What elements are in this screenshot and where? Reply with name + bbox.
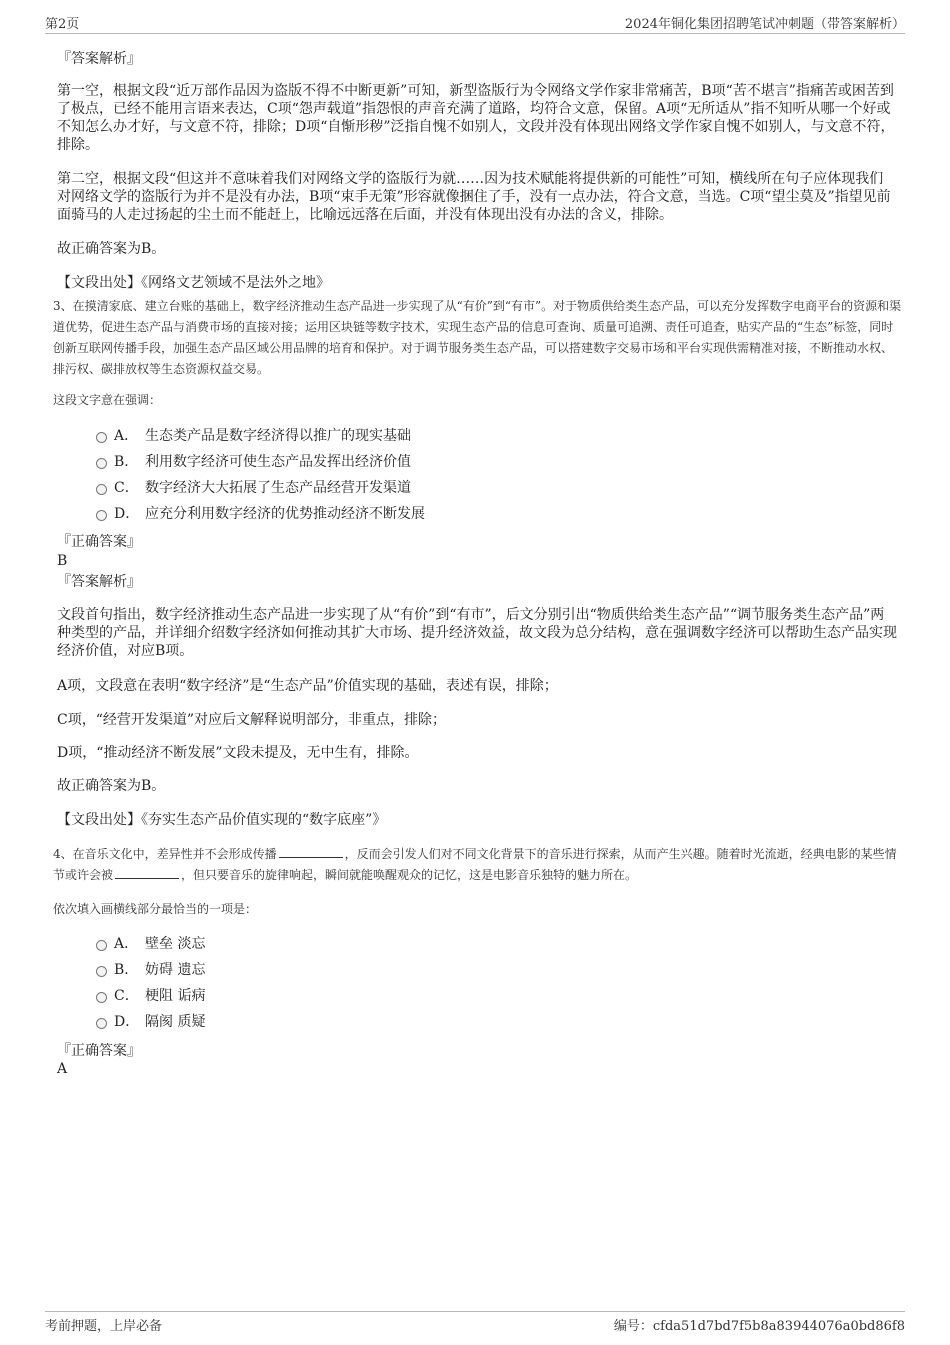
q3-correct-label: 『正确答案』 — [57, 534, 141, 550]
option-letter: A． — [114, 428, 139, 444]
option-text: 妨碍 遗忘 — [145, 962, 206, 978]
q3-analysis-label: 『答案解析』 — [57, 574, 141, 590]
code-value: cfda51d7bd7f5b8a83944076a0bd86f8 — [652, 1319, 905, 1334]
radio-icon[interactable] — [96, 458, 107, 469]
option-text: 隔阂 质疑 — [145, 1014, 206, 1030]
q3-analysis-para1: 文段首句指出，数字经济推动生态产品进一步实现了从“有价”到“有市”，后文分别引出“物质供给类生态产品”“调节服务类生态产品”两种类型的产品，并详细介绍数字经济如何推动其扩大市场、提升经济效益，故文段为总分结构，意在强调数字经济可以帮助生态产品实现经济价值，对应B项。 — [57, 607, 897, 659]
radio-icon[interactable] — [96, 992, 107, 1003]
radio-icon[interactable] — [96, 484, 107, 495]
q3-conclusion: 故正确答案为B。 — [57, 778, 166, 794]
option-text: 梗阻 诟病 — [145, 988, 206, 1004]
radio-icon[interactable] — [96, 432, 107, 443]
q4-correct-label: 『正确答案』 — [57, 1043, 141, 1059]
page-footer — [45, 1311, 905, 1334]
q2-source: 【文段出处】《网络文艺领域不是法外之地》 — [57, 275, 330, 291]
option-text: 利用数字经济可使生态产品发挥出经济价值 — [145, 454, 411, 470]
q3-stem: 3、在摸清家底、建立台账的基础上，数字经济推动生态产品进一步实现了从“有价”到“有市”。对于物质供给类生态产品，可以充分发挥数字电商平台的资源和渠道优势，促进生态产品与消费市场的直接对接；运用区块链等数字技术，实现生态产品的信息可查询、质量可追溯、责任可追查，贴实产品的“生态”标签，同时创新互联网传播手段，加强生态产品区域公用品牌的培育和保护。对于调节服务类生态产品，可以搭建数字交易市场和平台实现供需精准对接，不断推动水权、排污权、碳排放权等生态资源权益交易。 — [53, 299, 902, 376]
q3-prompt: 这段文字意在强调： — [53, 393, 162, 407]
option-text: 应充分利用数字经济的优势推动经济不断发展 — [145, 506, 425, 522]
q3-analysis-para4: D项，“推动经济不断发展”文段未提及，无中生有，排除。 — [57, 745, 419, 761]
footer-slogan: 考前押题，上岸必备 — [45, 1319, 163, 1334]
code-label: 编号： — [613, 1319, 653, 1334]
q2-analysis-label: 『答案解析』 — [57, 51, 141, 67]
q3-analysis-para2: A项，文段意在表明“数字经济”是“生态产品”价值实现的基础，表述有误，排除； — [57, 678, 558, 694]
radio-icon[interactable] — [96, 510, 107, 521]
option-letter: C． — [114, 988, 139, 1004]
q3-source: 【文段出处】《夯实生态产品价值实现的“数字底座”》 — [57, 812, 387, 828]
option-letter: B． — [114, 454, 139, 470]
radio-icon[interactable] — [96, 966, 107, 977]
option-letter: B． — [114, 962, 139, 978]
option-letter: D． — [114, 506, 140, 522]
fill-blank-1 — [279, 845, 343, 858]
option-letter: D． — [114, 1014, 140, 1030]
option-text: 数字经济大大拓展了生态产品经营开发渠道 — [145, 480, 411, 496]
page-number: 第2页 — [45, 17, 80, 32]
q4-stem-part3: ，但只要音乐的旋律响起，瞬间就能唤醒观众的记忆，这是电影音乐独特的魅力所在。 — [181, 868, 638, 882]
radio-icon[interactable] — [96, 940, 107, 951]
q4-stem-part1: 4、在音乐文化中，差异性并不会形成传播 — [53, 847, 277, 861]
page-header — [45, 13, 905, 34]
document-title: 2024年铜化集团招聘笔试冲刺题（带答案解析） — [624, 17, 905, 32]
document-code — [614, 1315, 905, 1334]
q2-analysis-para2: 第二空，根据文段“但这并不意味着我们对网络文学的盗版行为就……因为技术赋能将提供新的可能性”可知，横线所在句子应体现我们对网络文学的盗版行为并不是没有办法，B项“束手无策”形容就像捆住了手，没有一点办法，符合文意，当选。C项“望尘莫及”指望见前面骑马的人走过扬起的尘土而不能赶上，比喻远远落在后面，并没有体现出没有办法的含义，排除。 — [57, 171, 891, 223]
q4-correct-value: A — [57, 1061, 68, 1077]
option-letter: A． — [114, 936, 139, 952]
option-text: 生态类产品是数字经济得以推广的现实基础 — [145, 428, 411, 444]
q4-stem-part2: ，反而会引发人们对不同文化背景下的音乐进行探索，从而产生兴趣。随着时光流逝，经典电影的某些情节或许会被 — [53, 847, 897, 882]
option-text: 壁垒 淡忘 — [145, 936, 206, 952]
q2-conclusion: 故正确答案为B。 — [57, 241, 166, 257]
option-letter: C． — [114, 480, 139, 496]
fill-blank-2 — [115, 866, 179, 879]
q3-analysis-para3: C项，“经营开发渠道”对应后文解释说明部分，非重点，排除； — [57, 712, 447, 728]
q4-stem — [53, 844, 903, 886]
q4-prompt: 依次填入画横线部分最恰当的一项是： — [53, 902, 258, 916]
radio-icon[interactable] — [96, 1018, 107, 1029]
q2-analysis-para1: 第一空，根据文段“近万部作品因为盗版不得不中断更新”可知，新型盗版行为令网络文学作家非常痛苦，B项“苦不堪言”指痛苦或困苦到了极点，已经不能用言语来表达，C项“怨声载道”指怨恨的声音充满了道路，均符合文意，保留。A项“无所适从”指不知听从哪一个好或不知怎么办才好，与文意不符，排除；D项“自惭形秽”泛指自愧不如别人，文段并没有体现出网络文学作家自愧不如别人，与文意不符，排除。 — [57, 83, 895, 153]
q3-correct-value: B — [57, 553, 68, 569]
